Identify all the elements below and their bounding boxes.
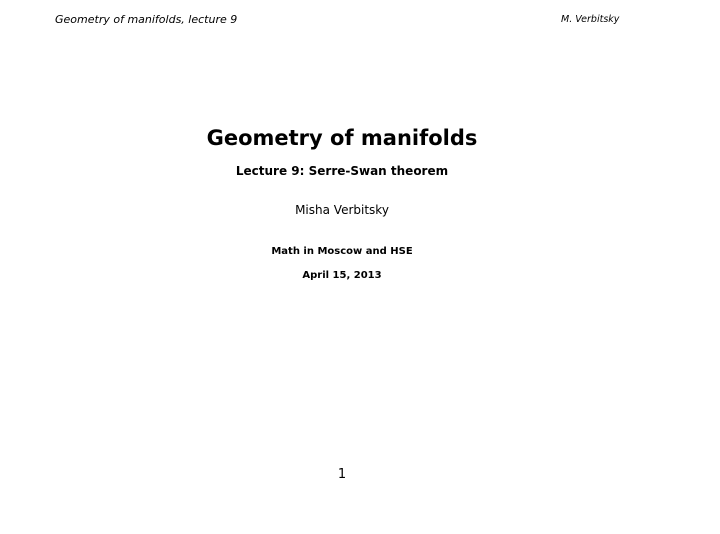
- author-affiliation: Math in Moscow and HSE: [271, 246, 413, 257]
- page-number: 1: [337, 467, 347, 482]
- author-name: Misha Verbitsky: [295, 203, 389, 217]
- document-title: Geometry of manifolds: [206, 126, 478, 150]
- running-header: [0, 13, 720, 29]
- header-author: M. Verbitsky: [561, 14, 620, 25]
- header-course-title: Geometry of manifolds, lecture 9: [55, 13, 238, 26]
- lecture-subtitle: Lecture 9: Serre-Swan theorem: [235, 164, 449, 178]
- lecture-date: April 15, 2013: [302, 270, 382, 281]
